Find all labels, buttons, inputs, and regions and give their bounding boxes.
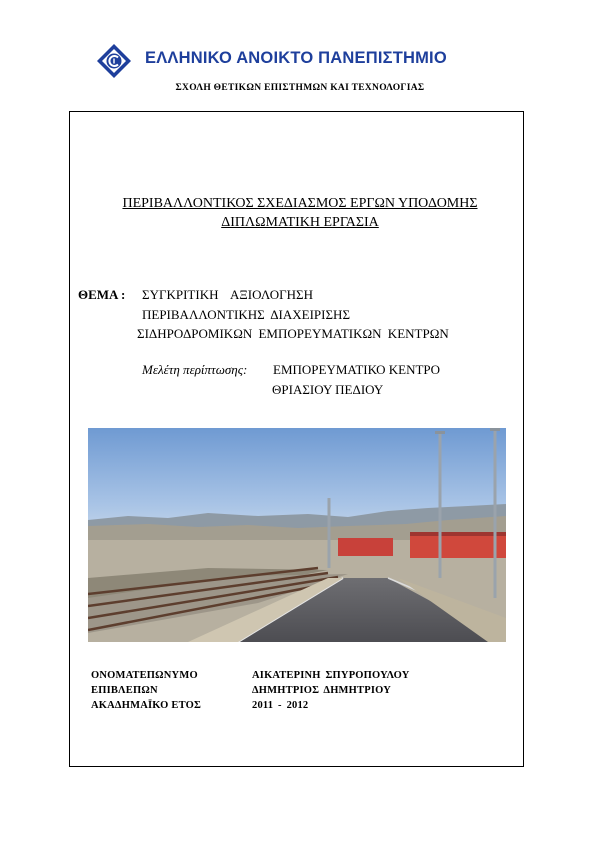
case-study-line-2: ΘΡΙΑΣΙΟΥ ΠΕΔΙΟΥ — [272, 382, 384, 397]
title-line-2: ΔΙΠΛΩΜΑΤΙΚΗ ΕΡΓΑΣΙΑ — [221, 215, 379, 230]
theme-line-3: ΣΙΔΗΡΟΔΡΟΜΙΚΩΝ ΕΜΠΟΡΕΥΜΑΤΙΚΩΝ ΚΕΝΤΡΩΝ — [137, 326, 449, 341]
theme-line-2: ΠΕΡΙΒΑΛΛΟΝΤΙΚΗΣ ΔΙΑΧΕΙΡΙΣΗΣ — [142, 307, 351, 322]
info-label-name: ΟΝΟΜΑΤΕΠΩΝΥΜΟ — [91, 670, 198, 681]
info-label-supervisor: ΕΠΙΒΛΕΠΩΝ — [91, 685, 158, 696]
info-value-name: ΑΙΚΑΤΕΡΙΝΗ ΣΠΥΡΟΠΟΥΛΟΥ — [252, 670, 410, 681]
university-name: ΕΛΛΗΝΙΚΟ ΑΝΟΙΚΤΟ ΠΑΝΕΠΙΣΤΗΜΙΟ — [145, 49, 447, 67]
info-value-supervisor: ΔΗΜΗΤΡΙΟΣ ΔΗΜΗΤΡΙΟΥ — [252, 685, 392, 696]
cover-photo — [88, 428, 506, 642]
info-value-academic-year: 2011 - 2012 — [252, 700, 309, 711]
title-line-1: ΠΕΡΙΒΑΛΛΟΝΤΙΚΟΣ ΣΧΕΔΙΑΣΜΟΣ ΕΡΓΩΝ ΥΠΟΔΟΜΗΣ — [122, 196, 478, 211]
theme-line-1: ΣΥΓΚΡΙΤΙΚΗ ΑΞΙΟΛΟΓΗΣΗ — [142, 287, 313, 302]
theme-label: ΘΕΜΑ : — [78, 287, 126, 302]
school-name: ΣΧΟΛΗ ΘΕΤΙΚΩΝ ΕΠΙΣΤΗΜΩΝ ΚΑΙ ΤΕΧΝΟΛΟΓΙΑΣ — [175, 83, 425, 93]
university-logo-icon — [96, 43, 132, 79]
case-study-label: Μελέτη περίπτωσης: — [142, 362, 248, 377]
case-study-line-1: ΕΜΠΟΡΕΥΜΑΤΙΚΟ ΚΕΝΤΡΟ — [273, 362, 441, 377]
header — [0, 40, 600, 100]
info-label-academic-year: ΑΚΑΔΗΜΑΪΚΟ ΕΤΟΣ — [91, 700, 202, 711]
